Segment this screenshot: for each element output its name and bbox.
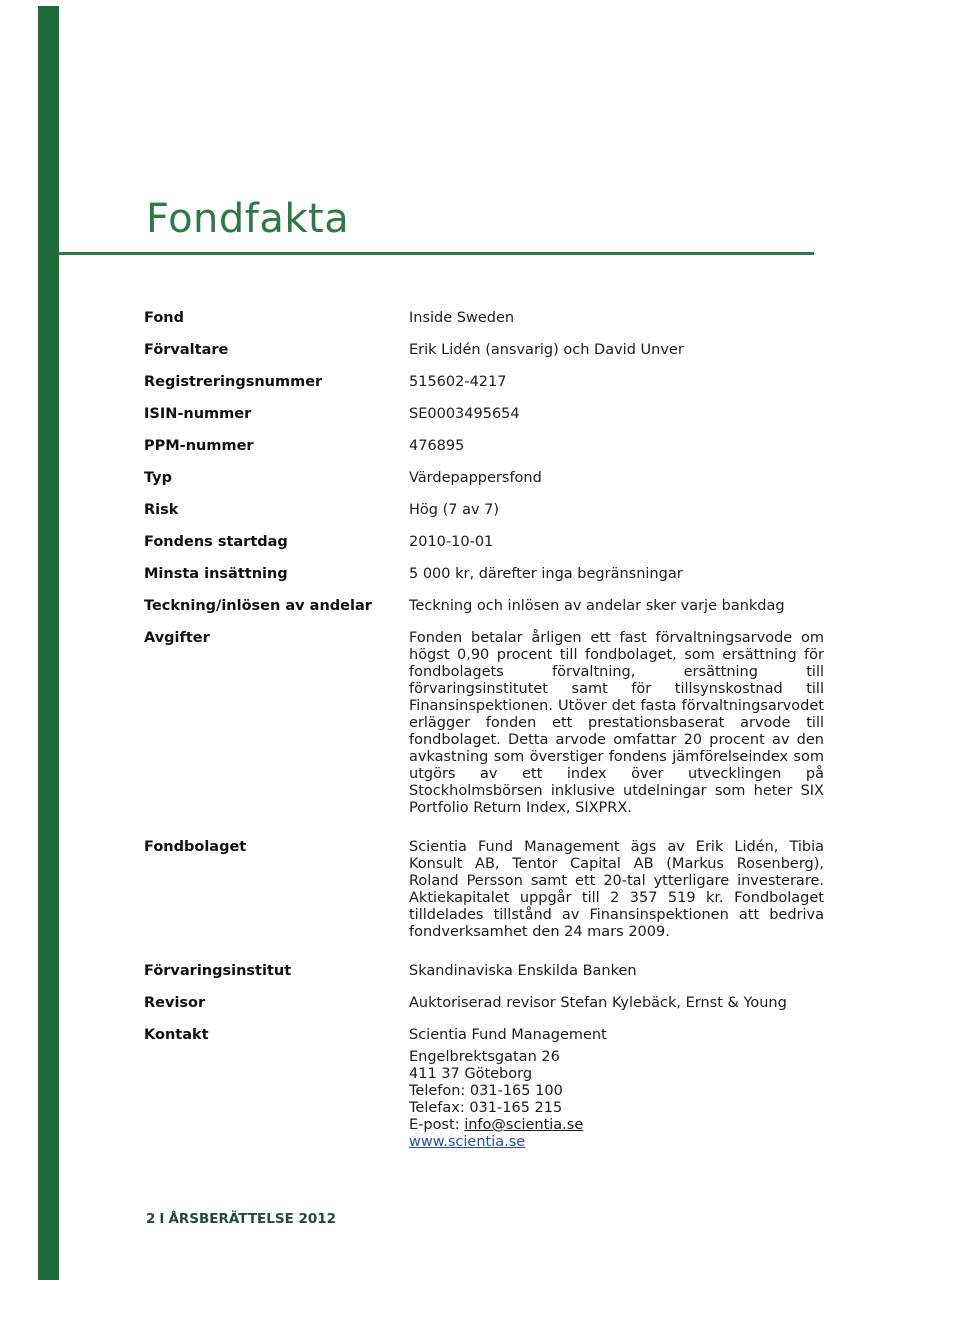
fact-value: 476895: [409, 438, 465, 454]
fact-value-paragraph: Fonden betalar årligen ett fast förvaltningsarvode om högst 0,90 procent till fondbolaget, som ersättning för fondbolagets förvaltning, ersättning till förvaringsinstitutet samt för tillsynskostnad till Finansinspektionen. Utöver det fasta förvaltningsarvodet erlägger fonden ett prestationsbaserat arvode till fondbolaget. Detta arvode omfattar 20 procent av den avkastning som överstiger fondens jämförelseindex som utgörs av ett index över utvecklingen på Stockholmsbörsen inklusive utdelningar som heter SIX Portfolio Return Index, SIXPRX.: [409, 630, 824, 816]
fact-label: Fond: [144, 310, 184, 326]
email-link[interactable]: info@scientia.se: [464, 1117, 584, 1133]
fact-label: Fondens startdag: [144, 534, 288, 550]
fact-row-isin: [144, 406, 824, 423]
footer-title: ÅRSBERÄTTELSE 2012: [168, 1211, 337, 1227]
fact-label: Revisor: [144, 995, 206, 1011]
contact-block: [409, 1027, 824, 1151]
fact-label: Kontakt: [144, 1027, 209, 1043]
fact-label: Teckning/inlösen av andelar: [144, 598, 372, 614]
fact-label: Typ: [144, 470, 173, 486]
fact-value: 2010-10-01: [409, 534, 494, 550]
fact-value: Erik Lidén (ansvarig) och David Unver: [409, 342, 684, 358]
fact-value: Teckning och inlösen av andelar sker varje bankdag: [409, 598, 785, 614]
fact-value: Skandinaviska Enskilda Banken: [409, 963, 637, 979]
fact-value: Inside Sweden: [409, 310, 515, 326]
fact-row-kontakt: [144, 1027, 824, 1151]
fact-row-fondbolaget: [144, 839, 824, 941]
fact-row-forvaltare: [144, 342, 824, 359]
fact-row-typ: [144, 470, 824, 487]
contact-city: 411 37 Göteborg: [409, 1066, 533, 1082]
fact-value: Värdepappersfond: [409, 470, 542, 486]
contact-email-line: [409, 1117, 824, 1134]
fact-label: Risk: [144, 502, 179, 518]
contact-fax: Telefax: 031-165 215: [409, 1100, 563, 1116]
fact-label: Förvaringsinstitut: [144, 963, 292, 979]
fact-value: 5 000 kr, därefter inga begränsningar: [409, 566, 683, 582]
website-link[interactable]: www.scientia.se: [409, 1134, 526, 1150]
page-title: Fondfakta: [146, 196, 350, 242]
fact-row-registreringsnummer: [144, 374, 824, 391]
fact-label: Fondbolaget: [144, 839, 247, 855]
fact-value: Auktoriserad revisor Stefan Kylebäck, Ernst & Young: [409, 995, 787, 1011]
fact-row-ppm: [144, 438, 824, 455]
fact-row-forvaringsinstitut: [144, 963, 824, 980]
fact-label: Förvaltare: [144, 342, 229, 358]
fact-value: SE0003495654: [409, 406, 520, 422]
footer-separator: I: [159, 1211, 165, 1227]
fact-value: 515602-4217: [409, 374, 507, 390]
fact-label: PPM-nummer: [144, 438, 254, 454]
fact-row-avgifter: [144, 630, 824, 817]
title-divider: [59, 252, 814, 255]
fact-row-revisor: [144, 995, 824, 1012]
contact-phone: Telefon: 031-165 100: [409, 1083, 563, 1099]
fact-value-paragraph: Scientia Fund Management ägs av Erik Lidén, Tibia Konsult AB, Tentor Capital AB (Markus Rosenberg), Roland Persson samt ett 20-tal ytterligare investerare. Aktiekapitalet uppgår till 2 357 519 kr. Fondbolaget tilldelades tillstånd av Finansinspektionen att bedriva fondverksamhet den 24 mars 2009.: [409, 839, 824, 940]
fact-row-risk: [144, 502, 824, 519]
page-number: 2: [146, 1211, 156, 1227]
contact-company: Scientia Fund Management: [409, 1027, 607, 1043]
fact-row-fond: [144, 310, 824, 327]
fact-label: ISIN-nummer: [144, 406, 252, 422]
page-footer: [146, 1211, 336, 1227]
contact-email-prefix: E-post:: [409, 1117, 465, 1133]
green-side-bar: [38, 6, 59, 1280]
fact-row-startdag: [144, 534, 824, 551]
contact-street: Engelbrektsgatan 26: [409, 1049, 560, 1065]
fact-row-minsta-insattning: [144, 566, 824, 583]
contact-website-line: [409, 1134, 824, 1151]
fact-row-teckning: [144, 598, 824, 615]
fact-label: Minsta insättning: [144, 566, 288, 582]
fact-table: [144, 310, 824, 1166]
fact-value: Hög (7 av 7): [409, 502, 500, 518]
fact-label: Registreringsnummer: [144, 374, 323, 390]
fact-label: Avgifter: [144, 630, 210, 646]
